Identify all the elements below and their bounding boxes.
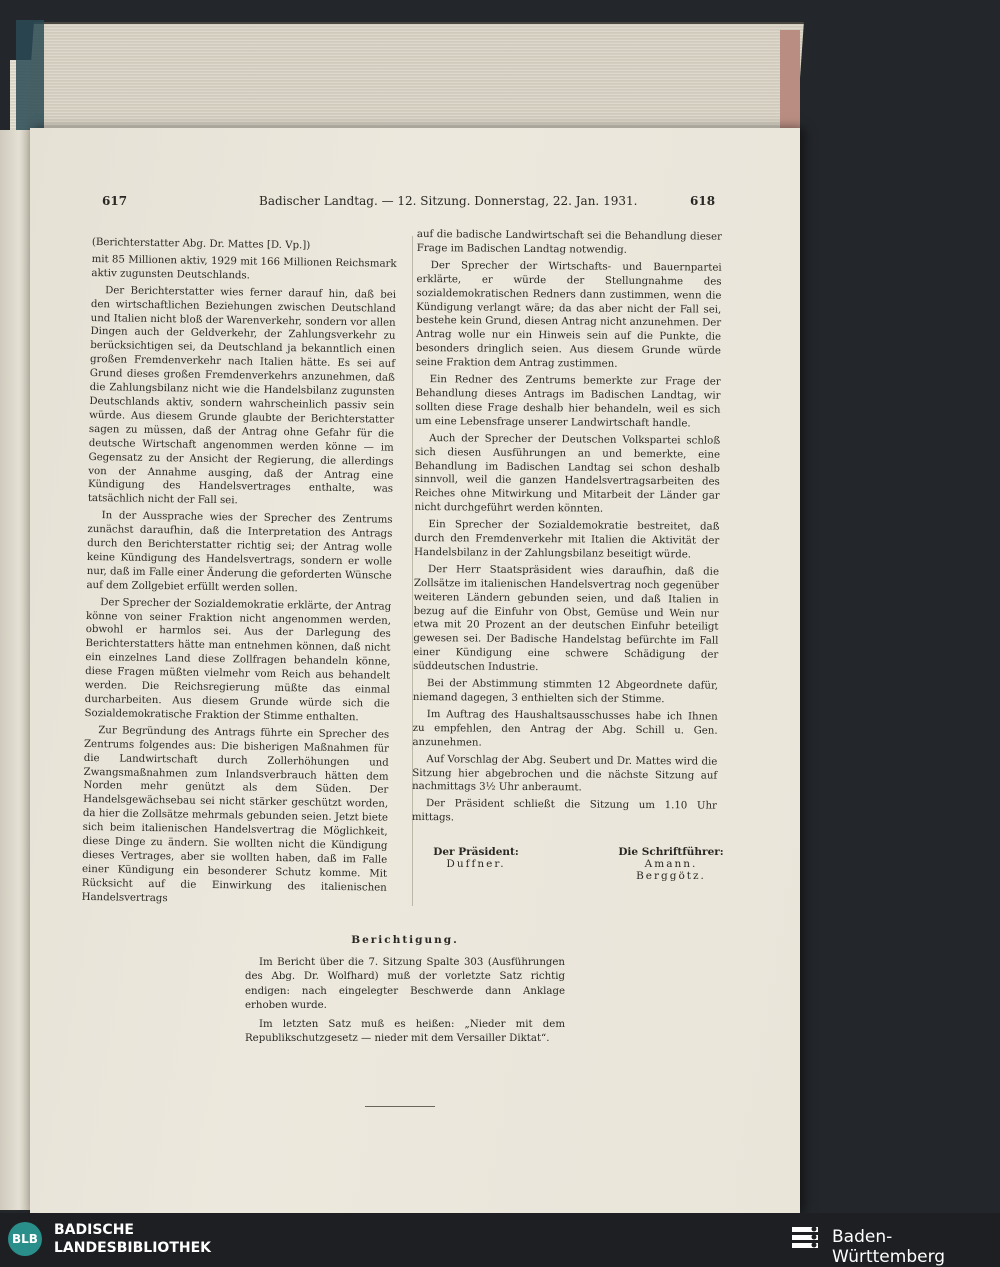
- signature-title: Die Schriftführer:: [618, 846, 724, 858]
- library-name-line1: BADISCHE: [54, 1222, 134, 1238]
- paragraph: Auch der Sprecher der Deutschen Volkspartei schloß sich diesen Ausführungen an und bemerkte, eine Behandlung im Badischen Landtag sei schon deshalb sinnvoll, weil die ganzen Handelsvertragsarbeiten des Reiches ohne Mitwirkung und Mitarbeit der Länder gar nicht durchgeführt werden könnten.: [414, 432, 721, 515]
- correction-section: [245, 933, 565, 1051]
- paragraph: Der Präsident schließt die Sitzung um 1.10 Uhr mittags.: [411, 798, 718, 824]
- page-number-left: 617: [102, 194, 128, 208]
- paragraph: Ein Redner des Zentrums bemerkte zur Frage der Behandlung dieses Antrags im Badischen Landtag, wir sollten diese Frage deshalb hier behandeln, weil es sich um eine Lebensfrage unserer Landwirtschaft handle.: [415, 374, 721, 430]
- speaker-line: (Berichterstatter Abg. Dr. Mattes [D. Vp.]): [91, 236, 311, 252]
- document-page: [30, 128, 800, 1213]
- blb-logo[interactable]: BLB: [8, 1222, 42, 1256]
- running-title: Badischer Landtag. — 12. Sitzung. Donnerstag, 22. Jan. 1931.: [259, 194, 638, 208]
- paragraph: Bei der Abstimmung stimmten 12 Abgeordnete dafür, niemand dagegen, 3 enthielten sich der Stimme.: [412, 678, 719, 706]
- paragraph: Zur Begründung des Antrags führte ein Sprecher des Zentrums folgendes aus: Die bisherigen Maßnahmen für die Landwirtschaft durch Zollerhöhungen und Zwangsmaßnahmen zum Inlandsverbrauch hätten dem Norden mehr genützt als dem Süden. Der Handelsgewächsebau sei nicht stärker geschützt worden, da hier die Zollsätze mehrmals gebunden seien. Jetzt biete sich beim italienischen Handelsvertrag die Möglichkeit, diese Dinge zu ändern. Sie wollten nicht die Kündigung dieses Vertrages, aber sie wollten haben, daß im Falle einer Kündigung ein besonderer Schutz komme. Mit Rücksicht auf die Einwirkung des italienischen Handelsvertrags: [81, 724, 390, 904]
- right-column: [412, 228, 722, 831]
- signature-president: [421, 846, 531, 870]
- library-name-line2: LANDESBIBLIOTHEK: [54, 1240, 212, 1256]
- left-page-edge: [0, 130, 32, 1210]
- signature-name: Duffner.: [446, 858, 506, 870]
- paragraph: Auf Vorschlag der Abg. Seubert und Dr. Mattes wird die Sitzung hier abgebrochen und die nächste Sitzung auf nachmittags 3½ Uhr anberaumt.: [412, 753, 718, 794]
- paragraph: In der Aussprache wies der Sprecher des Zentrums zunächst daraufhin, daß die Interpretation des Antrags durch den Berichterstatter richtig sei; der Antrag wolle keine Kündigung des Handelsvertrags, sondern er wolle nur, daß im Falle einer Änderung die geforderten Wünsche auf dem Zollgebiet erfüllt werden sollen.: [86, 510, 393, 595]
- paragraph: mit 85 Millionen aktiv, 1929 mit 166 Millionen Reichsmark aktiv zugunsten Deutschlands.: [91, 253, 397, 282]
- left-column: [81, 236, 397, 912]
- state-name[interactable]: Baden-Württemberg: [832, 1227, 946, 1267]
- paragraph: Im Auftrag des Haushaltsausschusses habe ich Ihnen zu empfehlen, den Antrag der Abg. Schill u. Gen. anzunehmen.: [412, 709, 718, 749]
- paragraph: Im Bericht über die 7. Sitzung Spalte 303 (Ausführungen des Abg. Dr. Wolfhard) muß der vorletzte Satz richtig endigen: nach eingelegter Beschwerde dann Anklage erhoben wurde.: [245, 956, 565, 1011]
- lions-crest-icon: [790, 1223, 820, 1253]
- paragraph: Der Sprecher der Wirtschafts- und Bauernpartei erklärte, er würde der Stellungnahme des sozialdemokratischen Redners dann zustimmen, wenn die Kündigung verlangt wäre; da das aber nicht der Fall sei, bestehe kein Grund, diesen Antrag nicht anzunehmen. Der Antrag wolle nur ein Hinweis sein auf die Punkte, die besonders dringlich seien. Aus diesem Grunde würde seine Fraktion dem Antrag zustimmen.: [415, 259, 722, 370]
- library-name[interactable]: [54, 1221, 211, 1257]
- correction-title: Berichtigung.: [351, 934, 459, 946]
- footer-bar: [0, 1213, 1000, 1267]
- paragraph: Der Sprecher der Sozialdemokratie erklärte, der Antrag könne von seiner Fraktion nicht angenommen werden, obwohl er harmlos sei. Aus der Darlegung des Berichterstatters hätte man entnehmen können, daß nicht ein einzelnes Land diese Zollfragen behandeln könne, diese Fragen müßten vielmehr vom Reich aus behandelt werden. Die Reichsregierung müßte das einmal durcharbeiten. Aus diesem Grunde würde sich die Sozialdemokratische Fraktion der Stimme enthalten.: [84, 596, 392, 724]
- signature-name: Amann.: [644, 858, 698, 870]
- signature-title: Der Präsident:: [433, 846, 519, 858]
- signature-secretaries: [611, 846, 731, 882]
- end-rule: [365, 1106, 435, 1107]
- page-number-right: 618: [690, 194, 716, 208]
- paragraph: Der Herr Staatspräsident wies daraufhin, daß die Zollsätze im italienischen Handelsvertrag noch gegenüber weiteren Ländern gebunden seien, und daß Italien in bezug auf die Einfuhr von Obst, Gemüse und Wein nur etwa mit 20 Prozent an der deutschen Einfuhr beteiligt gewesen sei. Der Badische Handelstag befürchte im Fall einer Kündigung eine schwere Schädigung der süddeutschen Industrie.: [413, 563, 720, 674]
- paragraph: Der Berichterstatter wies ferner darauf hin, daß bei den wirtschaftlichen Beziehungen zwischen Deutschland und Italien nicht bloß der Warenverkehr, sondern vor allen Dingen auch der Geldverkehr, der Zahlungsverkehr zu berücksichtigen sei, da Deutschland ja bekanntlich einen großen Fremdenverkehr nach Italien hätte. Es sei auf Grund dieses großen Fremdenverkehrs anzunehmen, daß die Zahlungsbilanz nicht wie die Handelsbilanz zugunsten Deutschlands aktiv, sondern wahrscheinlich passiv sein würde. Aus diesem Grunde glaubte der Berichterstatter sagen zu müssen, daß der Antrag ohne Gefahr für die deutsche Wirtschaft angenommen werden könne — im Gegensatz zu der Ansicht der Regierung, die allerdings von der Annahme ausging, daß der Antrag eine Kündigung des Handelsvertrages enthalte, was tatsächlich nicht der Fall sei.: [87, 284, 397, 507]
- paragraph: Im letzten Satz muß es heißen: „Nieder mit dem Republikschutzgesetz — nieder mit dem Versailler Diktat“.: [245, 1018, 565, 1044]
- bookmark-ribbon: [16, 20, 44, 130]
- signature-name: Berggötz.: [636, 870, 706, 882]
- paragraph: Ein Sprecher der Sozialdemokratie bestreitet, daß durch den Fremdenverkehr mit Italien die Aktivität der Handelsbilanz in der Zahlungsbilanz beseitigt würde.: [414, 519, 720, 561]
- book-cover-edge: [780, 30, 800, 140]
- page-edges-top: [26, 22, 804, 134]
- paragraph: auf die badische Landwirtschaft sei die Behandlung dieser Frage im Badischen Landtag notwendig.: [416, 228, 722, 256]
